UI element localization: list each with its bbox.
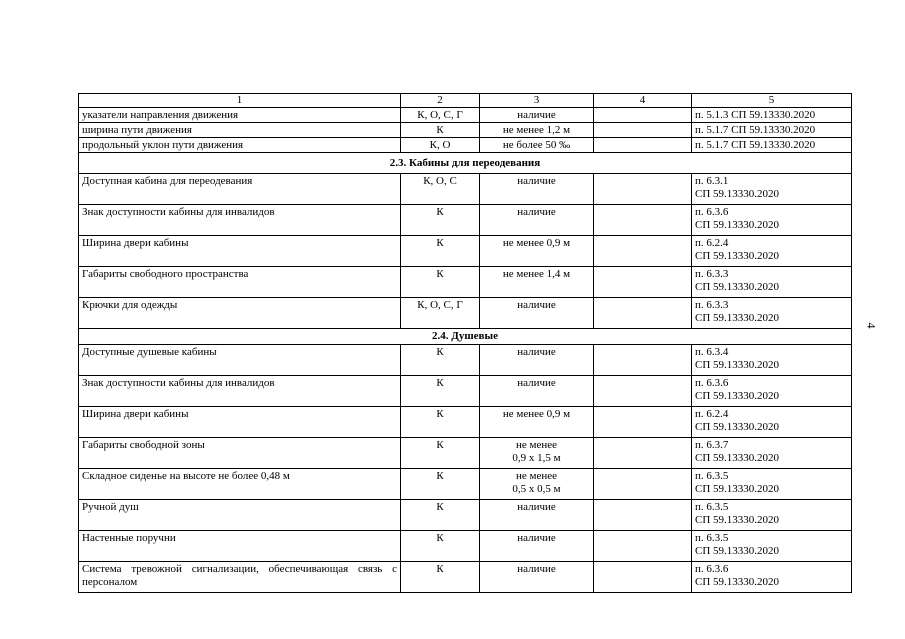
norm-value-cell [480,469,594,500]
norm-value-line: не менее [515,470,557,482]
requirement-cell: Доступные душевые кабины [79,345,401,376]
reference-line: СП 59.13330.2020 [695,452,780,464]
reference-cell [692,345,852,376]
norm-value-cell [480,376,594,407]
section-title: 2.3. Кабины для переодевания [79,153,852,174]
norm-value-cell [480,267,594,298]
norm-value-line: не менее 0,9 м [502,237,571,249]
table-row [79,138,852,153]
table-row [79,174,852,205]
section-title: 2.4. Душевые [79,329,852,345]
reference-cell [692,531,852,562]
norm-value-line: наличие [517,299,556,311]
reference-cell [692,298,852,329]
norm-value-cell [480,174,594,205]
requirement-cell: Система тревожной сигнализации, обеспечивающая связь с персоналом [79,562,401,593]
norm-value-line: наличие [517,206,556,218]
norm-value-cell [480,138,594,153]
category-cell: К, О, С [401,174,480,205]
reference-line: п. 6.3.3 [695,299,729,311]
reference-line: п. 5.1.7 СП 59.13330.2020 [695,124,816,136]
category-cell: К, О, С, Г [401,108,480,123]
header-cell-3: 3 [480,94,594,108]
table-row [79,205,852,236]
page-number: 4 [864,322,879,329]
header-cell-2: 2 [401,94,480,108]
requirement-cell: указатели направления движения [79,108,401,123]
requirement-cell: Ширина двери кабины [79,407,401,438]
table-row [79,267,852,298]
fact-cell [594,345,692,376]
fact-cell [594,123,692,138]
table-row [79,469,852,500]
reference-line: СП 59.13330.2020 [695,188,780,200]
header-row [79,94,852,108]
reference-line: п. 6.3.6 [695,206,729,218]
section-heading-row [79,329,852,345]
norm-value-line: наличие [517,346,556,358]
fact-cell [594,500,692,531]
requirement-cell: Габариты свободного пространства [79,267,401,298]
requirement-cell: ширина пути движения [79,123,401,138]
norm-value-cell [480,298,594,329]
category-cell: К [401,376,480,407]
reference-cell [692,123,852,138]
header-cell-5: 5 [692,94,852,108]
norm-value-cell [480,407,594,438]
norm-value-cell [480,123,594,138]
norm-value-line: не менее 1,4 м [502,268,571,280]
norm-value-line: не менее 0,9 м [502,408,571,420]
norm-value-line: не более 50 ‰ [502,139,571,151]
category-cell: К [401,438,480,469]
requirement-cell: Доступная кабина для переодевания [79,174,401,205]
category-cell: К, О [401,138,480,153]
requirement-cell: продольный уклон пути движения [79,138,401,153]
fact-cell [594,267,692,298]
category-cell: К [401,345,480,376]
table-row [79,407,852,438]
reference-cell [692,500,852,531]
table-row [79,438,852,469]
reference-line: п. 6.3.6 [695,377,729,389]
category-cell: К [401,123,480,138]
category-cell: К [401,562,480,593]
requirement-cell: Складное сиденье на высоте не более 0,48 м [79,469,401,500]
reference-line: СП 59.13330.2020 [695,545,780,557]
reference-line: п. 6.3.4 [695,346,729,358]
category-cell: К, О, С, Г [401,298,480,329]
reference-line: СП 59.13330.2020 [695,514,780,526]
fact-cell [594,108,692,123]
category-cell: К [401,407,480,438]
table-row [79,298,852,329]
table-row [79,531,852,562]
requirements-table [78,93,852,593]
reference-line: п. 5.1.3 СП 59.13330.2020 [695,109,816,121]
norm-value-line: 0,5 х 0,5 м [512,483,561,495]
category-cell: К [401,205,480,236]
fact-cell [594,138,692,153]
reference-cell [692,438,852,469]
requirement-cell: Габариты свободной зоны [79,438,401,469]
reference-line: п. 6.3.5 [695,532,729,544]
reference-line: СП 59.13330.2020 [695,359,780,371]
table-row [79,500,852,531]
reference-line: СП 59.13330.2020 [695,281,780,293]
reference-cell [692,407,852,438]
norm-value-line: не менее [515,439,557,451]
table-row [79,108,852,123]
requirement-cell: Знак доступности кабины для инвалидов [79,376,401,407]
fact-cell [594,469,692,500]
fact-cell [594,376,692,407]
norm-value-cell [480,345,594,376]
fact-cell [594,174,692,205]
table-row [79,236,852,267]
reference-line: п. 6.3.5 [695,501,729,513]
reference-line: СП 59.13330.2020 [695,312,780,324]
category-cell: К [401,500,480,531]
table-row [79,345,852,376]
table-row [79,376,852,407]
header-cell-4: 4 [594,94,692,108]
category-cell: К [401,236,480,267]
section-heading-row [79,153,852,174]
reference-line: п. 6.2.4 [695,408,729,420]
norm-value-line: наличие [517,377,556,389]
requirement-cell: Крючки для одежды [79,298,401,329]
reference-cell [692,205,852,236]
reference-cell [692,562,852,593]
norm-value-cell [480,205,594,236]
reference-line: СП 59.13330.2020 [695,250,780,262]
reference-cell [692,174,852,205]
reference-line: СП 59.13330.2020 [695,483,780,495]
requirement-cell: Ручной душ [79,500,401,531]
norm-value-cell [480,562,594,593]
norm-value-line: наличие [517,175,556,187]
reference-line: п. 6.3.1 [695,175,729,187]
norm-value-cell [480,438,594,469]
fact-cell [594,562,692,593]
norm-value-line: 0,9 х 1,5 м [512,452,561,464]
table-row [79,123,852,138]
norm-value-line: наличие [517,563,556,575]
requirement-cell: Знак доступности кабины для инвалидов [79,205,401,236]
category-cell: К [401,531,480,562]
requirement-cell: Настенные поручни [79,531,401,562]
fact-cell [594,205,692,236]
fact-cell [594,531,692,562]
reference-cell [692,376,852,407]
reference-line: п. 6.3.5 [695,470,729,482]
fact-cell [594,407,692,438]
reference-cell [692,138,852,153]
norm-value-line: не менее 1,2 м [502,124,571,136]
reference-cell [692,236,852,267]
reference-line: СП 59.13330.2020 [695,421,780,433]
fact-cell [594,236,692,267]
fact-cell [594,298,692,329]
reference-line: п. 6.3.3 [695,268,729,280]
norm-value-line: наличие [517,532,556,544]
header-cell-1: 1 [79,94,401,108]
reference-line: СП 59.13330.2020 [695,390,780,402]
norm-value-cell [480,108,594,123]
reference-line: п. 5.1.7 СП 59.13330.2020 [695,139,816,151]
category-cell: К [401,267,480,298]
category-cell: К [401,469,480,500]
reference-line: п. 6.2.4 [695,237,729,249]
norm-value-cell [480,500,594,531]
norm-value-cell [480,531,594,562]
reference-line: п. 6.3.7 [695,439,729,451]
table-row [79,562,852,593]
reference-line: п. 6.3.6 [695,563,729,575]
reference-line: СП 59.13330.2020 [695,576,780,588]
fact-cell [594,438,692,469]
norm-value-line: наличие [517,501,556,513]
reference-cell [692,267,852,298]
reference-cell [692,469,852,500]
norm-value-cell [480,236,594,267]
reference-line: СП 59.13330.2020 [695,219,780,231]
norm-value-line: наличие [517,109,556,121]
requirement-cell: Ширина двери кабины [79,236,401,267]
reference-cell [692,108,852,123]
